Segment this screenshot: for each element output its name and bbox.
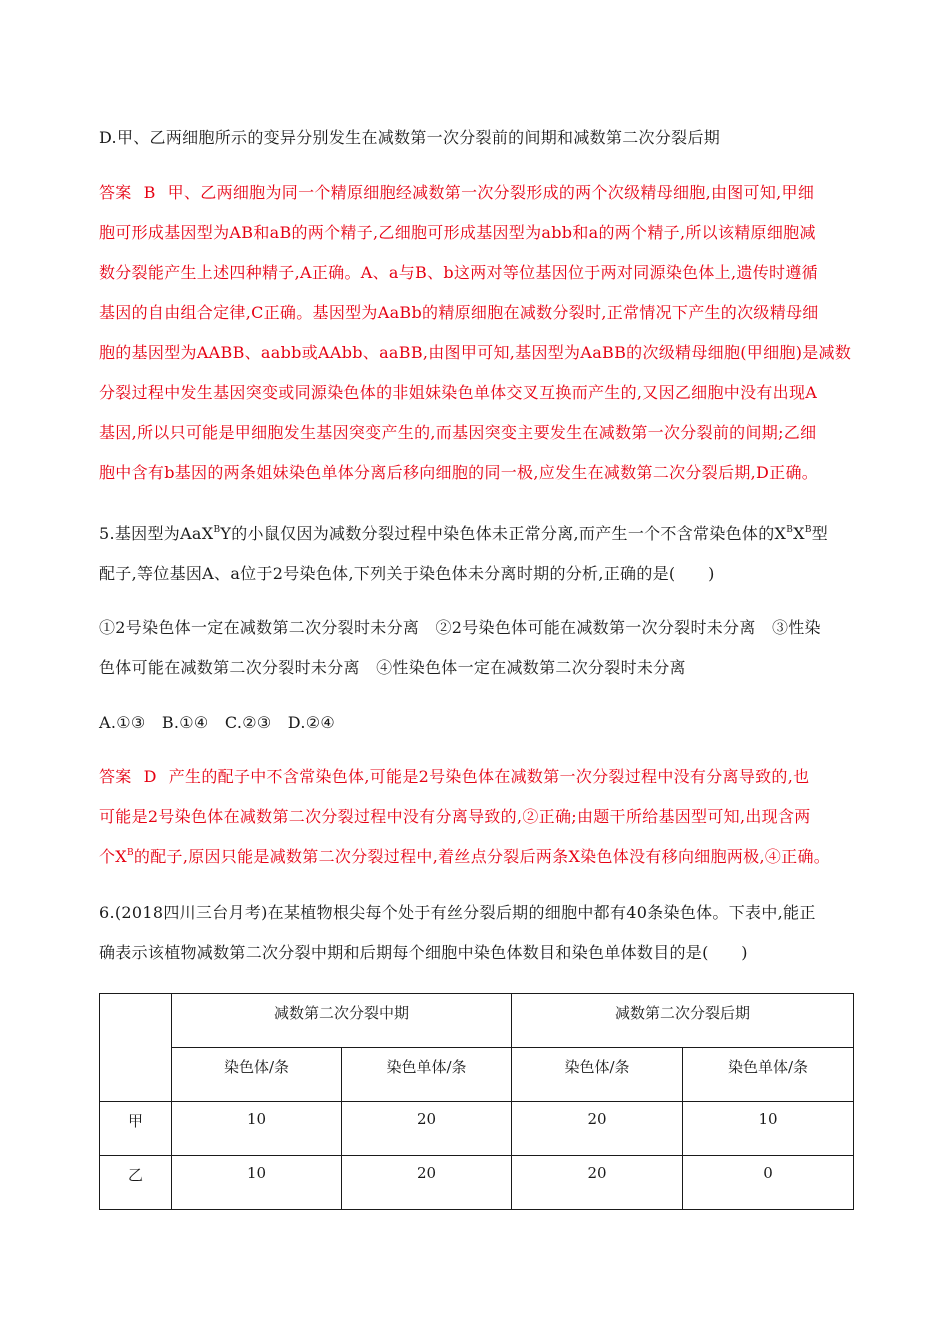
table-cell: 10 xyxy=(172,1102,342,1156)
q4-answer-line-4: 基因的自由组合定律,C正确。基因型为AaBb的精原细胞在减数分裂时,正常情况下产生的次级精母细 xyxy=(99,303,819,322)
answer-letter: B xyxy=(143,183,156,202)
table-cell: 10 xyxy=(683,1102,854,1156)
q5-options: A.①③ B.①④ C.②③ D.②④ xyxy=(99,713,336,732)
table-header-group: 减数第二次分裂中期 xyxy=(172,994,512,1048)
q6-table xyxy=(99,993,854,1210)
table-row xyxy=(100,1102,854,1156)
table-subheader: 染色单体/条 xyxy=(342,1048,512,1102)
table-subheader: 染色单体/条 xyxy=(683,1048,854,1102)
table-header-row xyxy=(100,994,854,1048)
q5-statements-line-1: ①2号染色体一定在减数第二次分裂时未分离 ②2号染色体可能在减数第一次分裂时未分离 ③性染 xyxy=(99,618,821,637)
table-cell: 20 xyxy=(342,1102,512,1156)
q4-answer-line-2: 胞可形成基因型为AB和aB的两个精子,乙细胞可形成基因型为abb和a的两个精子,所以该精原细胞减 xyxy=(99,223,816,242)
q4-answer-line-1: 答案 B 甲、乙两细胞为同一个精原细胞经减数第一次分裂形成的两个次级精母细胞,由图可知,甲细 xyxy=(99,183,815,202)
table-subheader-row xyxy=(100,1048,854,1102)
table-subheader: 染色体/条 xyxy=(512,1048,683,1102)
table-cell: 20 xyxy=(342,1156,512,1210)
table-row-label: 乙 xyxy=(100,1156,172,1210)
q4-answer-line-7: 基因,所以只可能是甲细胞发生基因突变产生的,而基因突变主要发生在减数第一次分裂前的间期;乙细 xyxy=(99,423,817,442)
table-header-group: 减数第二次分裂后期 xyxy=(512,994,854,1048)
answer-letter: D xyxy=(143,767,157,786)
answer-label: 答案 xyxy=(99,767,132,786)
q5-answer-line-3: 个$X^B$的配子,原因只能是减数第二次分裂过程中,着丝点分裂后两条X染色体没有移向细胞两极,④正确。 xyxy=(99,847,831,866)
table-row xyxy=(100,1156,854,1210)
q5-stem-line-2: 配子,等位基因A、a位于2号染色体,下列关于染色体未分离时期的分析,正确的是( ) xyxy=(99,564,715,583)
q4-answer-line-6: 分裂过程中发生基因突变或同源染色体的非姐妹染色单体交叉互换而产生的,又因乙细胞中没有出现A xyxy=(99,383,818,402)
q4-answer-line-3: 数分裂能产生上述四种精子,A正确。A、a与B、b这两对等位基因位于两对同源染色体上,遗传时遵循 xyxy=(99,263,818,282)
q5-answer-line-1: 答案 D 产生的配子中不含常染色体,可能是2号染色体在减数第一次分裂过程中没有分离导致的,也 xyxy=(99,767,810,786)
q4-answer-line-8: 胞中含有b基因的两条姐妹染色单体分离后移向细胞的同一极,应发生在减数第二次分裂后期,D正确。 xyxy=(99,463,819,482)
table-cell: 20 xyxy=(512,1102,683,1156)
table-subheader: 染色体/条 xyxy=(172,1048,342,1102)
q6-stem-line-1: 6.(2018四川三台月考)在某植物根尖每个处于有丝分裂后期的细胞中都有40条染色体。下表中,能正 xyxy=(99,903,816,922)
table-cell: 20 xyxy=(512,1156,683,1210)
q4-answer-line-5: 胞的基因型为AABB、aabb或AAbb、aaBB,由图甲可知,基因型为AaBB的次级精母细胞(甲细胞)是减数 xyxy=(99,343,852,362)
table-cell: 0 xyxy=(683,1156,854,1210)
q5-statements-line-2: 色体可能在减数第二次分裂时未分离 ④性染色体一定在减数第二次分裂时未分离 xyxy=(99,658,686,677)
q5-answer-line-2: 可能是2号染色体在减数第二次分裂过程中没有分离导致的,②正确;由题干所给基因型可知,出现含两 xyxy=(99,807,811,826)
table-corner-cell xyxy=(100,994,172,1102)
q6-stem-line-2: 确表示该植物减数第二次分裂中期和后期每个细胞中染色体数目和染色单体数目的是( ) xyxy=(99,943,748,962)
q4-option-d: D.甲、乙两细胞所示的变异分别发生在减数第一次分裂前的间期和减数第二次分裂后期 xyxy=(99,128,721,147)
table-row-label: 甲 xyxy=(100,1102,172,1156)
table-cell: 10 xyxy=(172,1156,342,1210)
answer-label: 答案 xyxy=(99,183,132,202)
q5-stem-line-1: 5.基因型为AaX$^B$Y的小鼠仅因为减数分裂过程中染色体未正常分离,而产生一个不含常染色体的$X^BX^B$型 xyxy=(99,524,829,543)
